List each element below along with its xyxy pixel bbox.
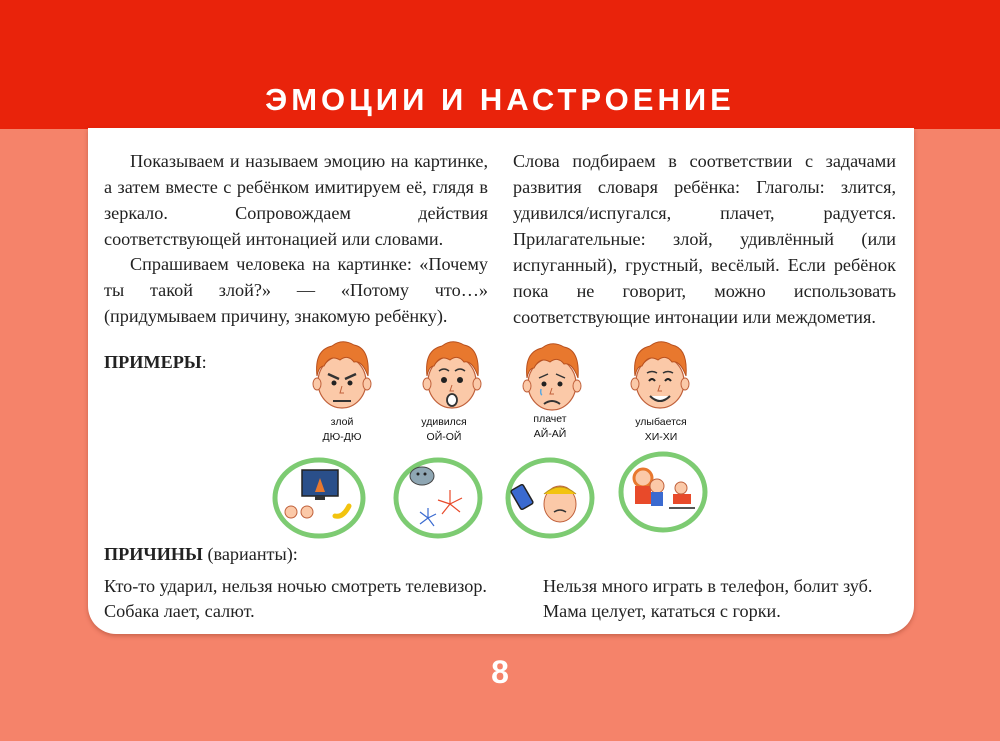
page-title: ЭМОЦИИ И НАСТРОЕНИЕ	[265, 82, 735, 117]
emotion-label-sad	[505, 412, 595, 442]
page-number: 8	[491, 654, 509, 690]
phone-toothache-icon	[498, 450, 598, 540]
reasons-right-text: Нельзя много играть в телефон, болит зуб. Мама целует, кататься с горки.	[543, 576, 873, 621]
intro-left-paragraph-2: Спрашиваем человека на картинке: «Почему ты такой злой?» — «Потому что…» (придумываем причину, знакомую ребёнку).	[104, 254, 488, 326]
tv-fists-banana-icon	[269, 454, 369, 544]
emotion-word: плачет	[533, 413, 567, 425]
intro-right-paragraph: Слова подбираем в соответствии с задачами развития словаря ребёнка: Глаголы: злится, удивился/испугался, плачет, радуется. Прилагательные: злой, удивлённый (или испуганный), грустный, весёлый. Если ребёнок пока не говорит, можно использовать соответствующие интонации или междометия.	[513, 151, 896, 327]
emotion-sound: ХИ-ХИ	[644, 431, 678, 443]
emotion-sound: ДЮ-ДЮ	[322, 431, 362, 443]
emotion-word: удивился	[421, 416, 467, 428]
examples-label: ПРИМЕРЫ:	[104, 352, 207, 372]
intro-left-paragraph-1: Показываем и называем эмоцию на картинке, а затем вместе с ребёнком имитируем её, глядя в зеркало. Сопровождаем действия соответствующей интонацией или словами.	[104, 151, 488, 249]
emotion-label-happy	[616, 415, 706, 445]
emotion-word: злой	[330, 416, 354, 428]
emotion-label-angry	[297, 415, 387, 445]
angry-face-icon	[302, 336, 382, 416]
emotion-sound: ОЙ-ОЙ	[426, 431, 462, 443]
reasons-left-text: Кто-то ударил, нельзя ночью смотреть телевизор. Собака лает, салют.	[104, 576, 487, 621]
reasons-label: ПРИЧИНЫ (варианты):	[104, 544, 298, 564]
emotion-label-surprised	[399, 415, 489, 445]
happy-face-icon	[620, 336, 700, 416]
kiss-sled-icon	[613, 446, 713, 536]
content-card	[88, 128, 914, 634]
surprised-face-icon	[412, 336, 492, 416]
sad-face-icon	[512, 338, 592, 418]
emotion-sound: АЙ-АЙ	[533, 428, 567, 440]
dog-fireworks-icon	[388, 452, 488, 542]
emotion-word: улыбается	[635, 416, 687, 428]
